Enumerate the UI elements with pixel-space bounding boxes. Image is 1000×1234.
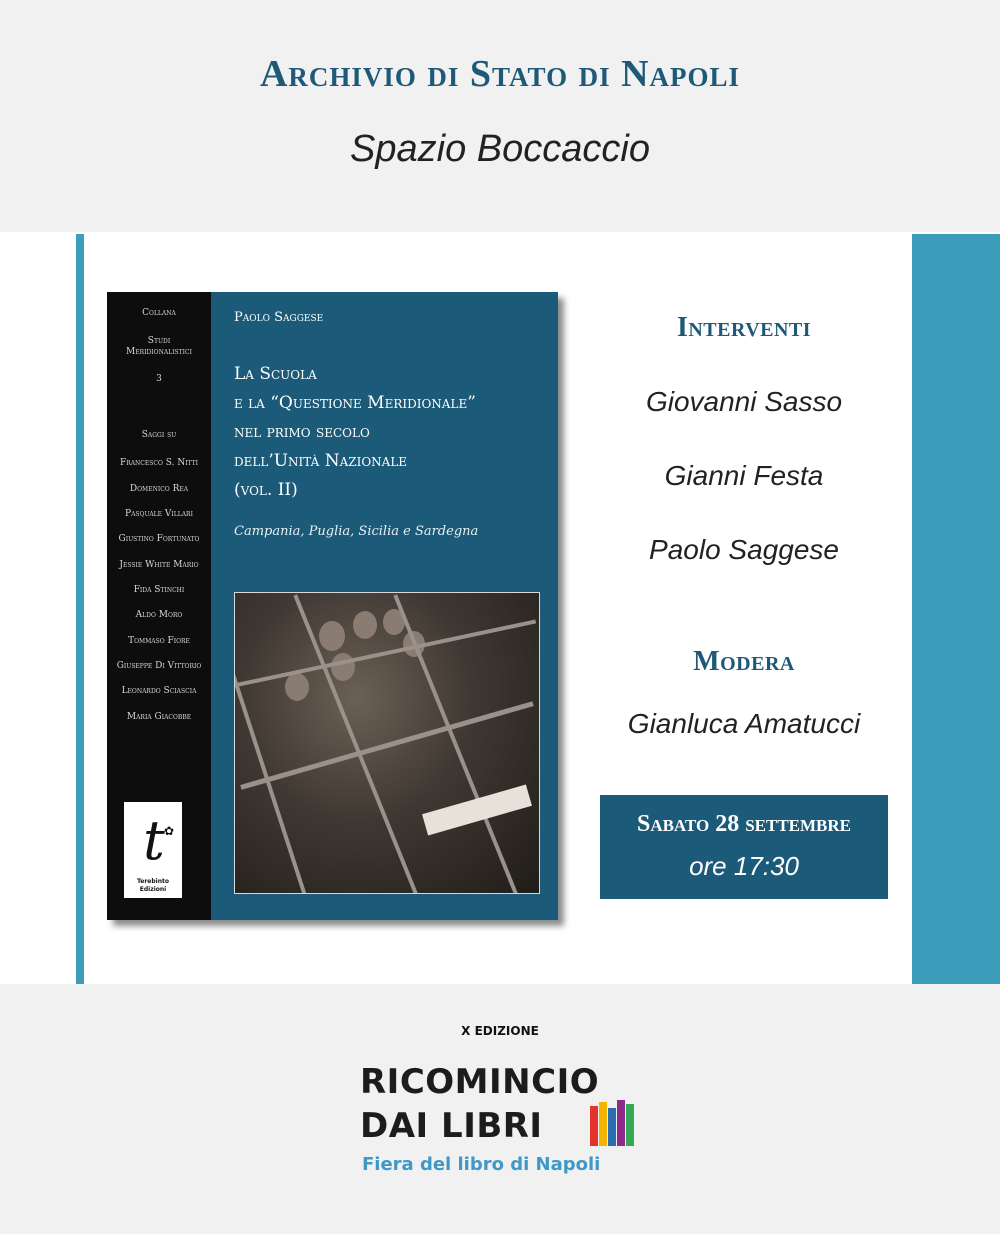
book-title-line: dell’Unità Nazionale — [234, 451, 408, 471]
spine-name: Francesco S. Nitti — [119, 458, 199, 468]
footer — [0, 984, 1000, 1234]
moderator-name: Gianluca Amatucci — [627, 708, 861, 739]
spine-series-1: Studi — [147, 336, 171, 346]
right-accent-bar — [912, 234, 1000, 984]
event-time: ore 17:30 — [689, 851, 799, 881]
spine-name: Leonardo Sciascia — [121, 686, 197, 696]
book-title-line: (vol. II) — [234, 480, 298, 500]
spine-series-2: Meridionalistici — [126, 347, 192, 357]
publisher-logo — [124, 802, 182, 898]
header — [0, 0, 1000, 232]
spine-number: 3 — [156, 374, 162, 384]
page-subtitle: Spazio Boccaccio — [350, 128, 650, 170]
books-icon — [590, 1100, 640, 1146]
book-stripe — [608, 1108, 616, 1146]
speaker-name: Paolo Saggese — [649, 534, 839, 565]
spine-name: Domenico Rea — [129, 484, 189, 494]
book-title-line: e la “Questione Meridionale” — [234, 393, 476, 413]
left-accent-bar — [76, 234, 84, 984]
spine-name: Fida Stinchi — [133, 585, 185, 595]
fair-tagline: Fiera del libro di Napoli — [362, 1154, 601, 1175]
publisher-name-line-2: Edizioni — [139, 886, 167, 893]
book-subtitle: Campania, Puglia, Sicilia e Sardegna — [234, 524, 479, 539]
spine-saggi: Saggi su — [141, 430, 177, 440]
book-stripe — [599, 1102, 607, 1146]
publisher-logo-letter: t — [143, 809, 165, 872]
speaker-name: Giovanni Sasso — [645, 386, 843, 417]
page-title: Archivio di Stato di Napoli — [259, 53, 741, 95]
photo-figure — [285, 673, 309, 701]
publisher-name-line-1: Terebinto — [136, 878, 169, 885]
modera-heading: Modera — [693, 646, 795, 677]
cover-photo — [234, 592, 540, 894]
book-stripe — [590, 1106, 598, 1146]
spine-collana: Collana — [142, 308, 176, 318]
spine-name: Pasquale Villari — [125, 509, 193, 519]
speaker-name: Gianni Festa — [664, 460, 824, 491]
spine-name: Tommaso Fiore — [128, 636, 190, 646]
book-stripe — [626, 1104, 634, 1146]
book-author: Paolo Saggese — [234, 310, 324, 325]
spine-name: Jessie White Mario — [119, 560, 199, 570]
spine-name: Giustino Fortunato — [118, 534, 200, 544]
book-stripe — [617, 1100, 625, 1146]
fair-logo-line-2: DAI LIBRI — [360, 1106, 543, 1146]
book-cover — [107, 292, 558, 920]
window-frame — [293, 594, 420, 894]
spine-name: Maria Giacobbe — [126, 712, 192, 722]
event-panel — [0, 232, 1000, 984]
fair-logo-line-1: RICOMINCIO — [360, 1062, 600, 1102]
spine-name: Giuseppe Di Vittorio — [116, 661, 202, 671]
photo-figure — [353, 611, 377, 639]
book-spine — [107, 292, 211, 920]
flower-icon: ✿ — [164, 824, 175, 838]
window-frame — [234, 592, 310, 894]
spine-name: Aldo Moro — [135, 610, 183, 620]
edition-label: X EDIZIONE — [461, 1024, 539, 1038]
photo-figure — [319, 621, 345, 651]
photo-figure — [331, 653, 355, 681]
book-title-line: La Scuola — [234, 364, 317, 384]
event-datetime-box — [600, 795, 888, 899]
publisher-name — [124, 878, 182, 894]
interventi-heading: Interventi — [676, 312, 812, 343]
window-frame — [240, 701, 534, 790]
book-title-line: nel primo secolo — [234, 422, 370, 442]
event-date: Sabato 28 settembre — [636, 811, 852, 837]
